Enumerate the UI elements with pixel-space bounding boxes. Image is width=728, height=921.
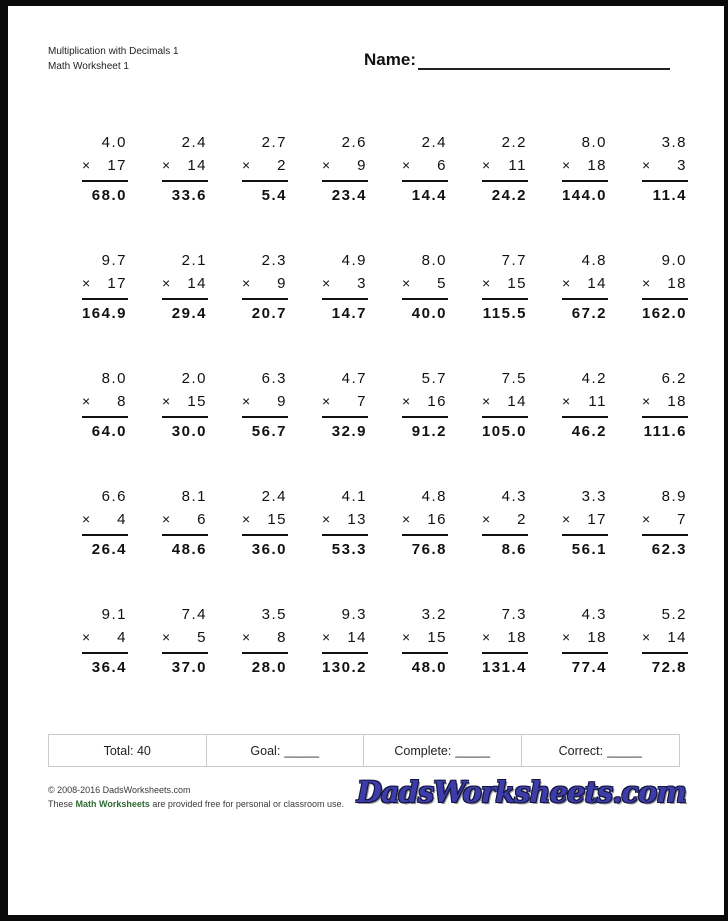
total-label: Total: 40	[103, 743, 151, 758]
problem-multiplier-row	[642, 390, 688, 416]
total-cell	[49, 735, 207, 766]
problem-multiplier: 2	[517, 511, 527, 528]
problem-multiplier: 9	[277, 275, 287, 292]
problem-operand: 7.7	[501, 252, 527, 269]
times-icon: ×	[482, 511, 491, 527]
problem-answer: 130.2	[322, 652, 368, 678]
problem-answer: 64.0	[82, 416, 128, 442]
problem-operand: 7.5	[501, 370, 527, 387]
problem-multiplier-row	[162, 154, 208, 180]
problem-operand: 6.2	[661, 370, 687, 387]
totals-bar	[48, 734, 680, 767]
multiplication-problem	[482, 604, 528, 678]
problem-multiplier: 3	[677, 157, 687, 174]
multiplication-problem	[162, 250, 208, 324]
times-icon: ×	[162, 157, 171, 173]
problem-operand: 2.7	[261, 134, 287, 151]
goal-label: Goal:	[250, 743, 281, 758]
multiplication-problem	[242, 604, 288, 678]
problem-multiplier: 15	[507, 275, 527, 292]
correct-cell	[522, 735, 680, 766]
multiplication-problem	[642, 604, 688, 678]
copyright-line2-prefix: These	[48, 799, 76, 809]
multiplication-problem	[562, 250, 608, 324]
multiplication-problem	[242, 486, 288, 560]
multiplication-problem	[562, 604, 608, 678]
problem-multiplier-row	[402, 508, 448, 534]
copyright-line2	[48, 797, 344, 811]
problem-multiplier: 15	[267, 511, 287, 528]
problem-operand: 9.1	[101, 606, 127, 623]
multiplication-problem	[82, 132, 128, 206]
problem-multiplier: 14	[187, 157, 207, 174]
multiplication-problem	[322, 368, 368, 442]
problem-answer: 14.4	[402, 180, 448, 206]
times-icon: ×	[402, 157, 411, 173]
problem-operand: 3.5	[261, 606, 287, 623]
problem-answer: 162.0	[642, 298, 688, 324]
times-icon: ×	[82, 629, 91, 645]
times-icon: ×	[402, 275, 411, 291]
multiplication-problem	[82, 604, 128, 678]
problem-multiplier-row	[322, 154, 368, 180]
problem-multiplier-row	[82, 272, 128, 298]
problem-multiplier-row	[242, 154, 288, 180]
problem-answer: 164.9	[82, 298, 128, 324]
problem-answer: 5.4	[242, 180, 288, 206]
problem-multiplier: 16	[427, 393, 447, 410]
times-icon: ×	[402, 629, 411, 645]
problem-multiplier: 5	[197, 629, 207, 646]
problem-multiplier-row	[82, 626, 128, 652]
problem-answer: 8.6	[482, 534, 528, 560]
problem-operand: 8.0	[581, 134, 607, 151]
times-icon: ×	[321, 629, 331, 645]
multiplication-problem	[482, 368, 528, 442]
problem-multiplier-row	[562, 626, 608, 652]
problem-multiplier: 14	[347, 629, 367, 646]
worksheet-titles	[48, 44, 179, 74]
problem-multiplier-row	[482, 508, 528, 534]
worksheet-footer	[48, 775, 688, 811]
problem-answer: 72.8	[642, 652, 688, 678]
problem-multiplier-row	[322, 626, 368, 652]
times-icon: ×	[642, 511, 651, 527]
problem-multiplier: 16	[427, 511, 447, 528]
times-icon: ×	[562, 393, 571, 409]
times-icon: ×	[82, 511, 91, 527]
times-icon: ×	[162, 629, 171, 645]
problem-operand: 8.9	[661, 488, 687, 505]
problem-multiplier-row	[562, 390, 608, 416]
problem-answer: 67.2	[562, 298, 608, 324]
problem-answer: 131.4	[482, 652, 528, 678]
problem-answer: 32.9	[322, 416, 368, 442]
math-worksheets-link: Math Worksheets	[75, 799, 150, 809]
times-icon: ×	[242, 629, 251, 645]
copyright-line2-suffix: are provided free for personal or classroom use.	[149, 799, 344, 809]
problem-multiplier: 4	[117, 629, 127, 646]
multiplication-problem	[482, 486, 528, 560]
problem-multiplier: 15	[187, 393, 207, 410]
problem-multiplier: 14	[667, 629, 687, 646]
problem-operand: 2.0	[181, 370, 207, 387]
problem-answer: 36.4	[82, 652, 128, 678]
times-icon: ×	[242, 511, 251, 527]
problem-multiplier: 11	[588, 393, 607, 410]
problem-answer: 68.0	[82, 180, 128, 206]
problem-multiplier-row	[82, 508, 128, 534]
copyright-block	[48, 779, 344, 811]
problem-operand: 4.1	[341, 488, 367, 505]
problem-multiplier-row	[162, 390, 208, 416]
times-icon: ×	[322, 393, 331, 409]
problem-multiplier: 18	[667, 393, 687, 410]
worksheet-content	[8, 44, 724, 811]
problem-operand: 4.7	[341, 370, 367, 387]
problem-multiplier-row	[322, 390, 368, 416]
problem-operand: 8.1	[181, 488, 207, 505]
multiplication-problem	[482, 250, 528, 324]
problem-operand: 2.6	[341, 134, 367, 151]
problem-answer: 46.2	[562, 416, 608, 442]
problem-answer: 40.0	[402, 298, 448, 324]
problem-multiplier-row	[322, 272, 368, 298]
problem-multiplier: 14	[587, 275, 607, 292]
problem-answer: 77.4	[562, 652, 608, 678]
problem-multiplier: 14	[187, 275, 207, 292]
problem-operand: 4.3	[501, 488, 527, 505]
problem-multiplier: 18	[587, 157, 607, 174]
problem-operand: 5.2	[661, 606, 687, 623]
problem-operand: 6.6	[101, 488, 127, 505]
complete-label: Complete:	[394, 743, 452, 758]
problem-answer: 62.3	[642, 534, 688, 560]
problem-operand: 2.4	[421, 134, 447, 151]
problem-operand: 4.0	[101, 134, 127, 151]
problem-answer: 29.4	[162, 298, 208, 324]
complete-cell	[364, 735, 522, 766]
problem-answer: 24.2	[482, 180, 528, 206]
problem-operand: 3.2	[421, 606, 447, 623]
problem-answer: 56.7	[242, 416, 288, 442]
problem-answer: 105.0	[482, 416, 528, 442]
problem-multiplier: 7	[677, 511, 687, 528]
multiplication-problem	[642, 132, 688, 206]
problem-operand: 4.2	[581, 370, 607, 387]
name-block	[364, 50, 670, 70]
problem-multiplier-row	[162, 272, 208, 298]
problem-answer: 53.3	[322, 534, 368, 560]
multiplication-problem	[402, 368, 448, 442]
name-label: Name:	[364, 50, 416, 69]
problem-multiplier: 9	[357, 157, 367, 174]
problem-operand: 2.4	[261, 488, 287, 505]
multiplication-problem	[402, 250, 448, 324]
times-icon: ×	[162, 511, 171, 527]
problem-answer: 76.8	[402, 534, 448, 560]
times-icon: ×	[322, 511, 331, 527]
times-icon: ×	[642, 393, 651, 409]
problem-multiplier-row	[162, 626, 208, 652]
problem-operand: 4.3	[581, 606, 607, 623]
problem-multiplier: 6	[437, 157, 447, 174]
multiplication-problem	[402, 132, 448, 206]
problem-answer: 115.5	[482, 298, 528, 324]
multiplication-problem	[322, 132, 368, 206]
multiplication-problem	[82, 368, 128, 442]
problem-multiplier-row	[242, 508, 288, 534]
times-icon: ×	[482, 275, 491, 291]
problem-multiplier: 2	[277, 157, 287, 174]
times-icon: ×	[322, 275, 331, 291]
complete-blank: _____	[455, 743, 491, 758]
multiplication-problem	[642, 486, 688, 560]
problem-multiplier: 17	[107, 157, 127, 174]
problem-operand: 2.1	[181, 252, 207, 269]
times-icon: ×	[481, 393, 491, 409]
goal-cell	[207, 735, 365, 766]
problem-operand: 2.3	[261, 252, 287, 269]
problem-multiplier: 3	[357, 275, 367, 292]
problem-operand: 9.7	[101, 252, 127, 269]
problem-multiplier-row	[402, 390, 448, 416]
copyright-line1: © 2008-2016 DadsWorksheets.com	[48, 785, 191, 795]
goal-blank: _____	[284, 743, 320, 758]
problem-multiplier-row	[642, 626, 688, 652]
problem-operand: 6.3	[261, 370, 287, 387]
times-icon: ×	[322, 157, 331, 173]
multiplication-problem	[322, 486, 368, 560]
correct-blank: _____	[607, 743, 642, 758]
problem-operand: 3.3	[581, 488, 607, 505]
problem-multiplier: 8	[117, 393, 127, 410]
problem-operand: 4.9	[341, 252, 367, 269]
problem-multiplier-row	[162, 508, 208, 534]
multiplication-problem	[82, 486, 128, 560]
dadsworksheets-logo: DadsWorksheets.com	[356, 775, 686, 809]
problem-multiplier: 4	[117, 511, 127, 528]
problem-multiplier-row	[642, 154, 688, 180]
multiplication-problem	[162, 604, 208, 678]
problem-answer: 91.2	[402, 416, 448, 442]
times-icon: ×	[642, 157, 651, 173]
problem-multiplier: 7	[357, 393, 367, 410]
problem-operand: 8.0	[421, 252, 447, 269]
problem-answer: 33.6	[162, 180, 208, 206]
problem-multiplier: 8	[277, 629, 287, 646]
problem-multiplier-row	[242, 626, 288, 652]
problem-multiplier-row	[322, 508, 368, 534]
times-icon: ×	[162, 393, 171, 409]
problem-multiplier-row	[482, 626, 528, 652]
problem-operand: 2.2	[501, 134, 527, 151]
problem-multiplier-row	[402, 272, 448, 298]
multiplication-problem	[322, 250, 368, 324]
problem-answer: 28.0	[242, 652, 288, 678]
problem-operand: 5.7	[421, 370, 447, 387]
times-icon: ×	[242, 157, 251, 173]
problem-operand: 7.3	[501, 606, 527, 623]
problem-operand: 9.0	[661, 252, 687, 269]
problem-multiplier-row	[82, 390, 128, 416]
times-icon: ×	[561, 157, 571, 173]
times-icon: ×	[641, 275, 651, 291]
multiplication-problem	[562, 486, 608, 560]
problem-operand: 4.8	[581, 252, 607, 269]
times-icon: ×	[562, 629, 571, 645]
problem-multiplier: 14	[507, 393, 527, 410]
problem-multiplier-row	[242, 272, 288, 298]
times-icon: ×	[562, 511, 571, 527]
multiplication-problem	[242, 132, 288, 206]
multiplication-problem	[562, 368, 608, 442]
problem-answer: 26.4	[82, 534, 128, 560]
times-icon: ×	[242, 275, 251, 291]
times-icon: ×	[82, 157, 91, 173]
times-icon: ×	[642, 629, 651, 645]
problem-multiplier-row	[562, 508, 608, 534]
problem-multiplier-row	[482, 390, 528, 416]
times-icon: ×	[481, 629, 491, 645]
problem-answer: 56.1	[562, 534, 608, 560]
problem-operand: 4.8	[421, 488, 447, 505]
multiplication-problem	[322, 604, 368, 678]
problem-answer: 48.6	[162, 534, 208, 560]
problem-multiplier-row	[642, 272, 688, 298]
times-icon: ×	[482, 157, 491, 173]
problem-multiplier-row	[482, 154, 528, 180]
multiplication-problem	[162, 486, 208, 560]
times-icon: ×	[402, 393, 411, 409]
times-icon: ×	[81, 275, 91, 291]
problem-multiplier: 13	[347, 511, 367, 528]
problem-answer: 20.7	[242, 298, 288, 324]
problem-multiplier: 18	[667, 275, 687, 292]
problem-multiplier-row	[562, 272, 608, 298]
problem-multiplier: 18	[587, 629, 607, 646]
multiplication-problem	[402, 604, 448, 678]
problem-answer: 144.0	[562, 180, 608, 206]
multiplication-problem	[402, 486, 448, 560]
problems-grid	[48, 132, 688, 678]
problem-multiplier-row	[402, 154, 448, 180]
multiplication-problem	[642, 368, 688, 442]
multiplication-problem	[242, 250, 288, 324]
problem-answer: 36.0	[242, 534, 288, 560]
times-icon: ×	[562, 275, 571, 291]
problem-multiplier: 9	[277, 393, 287, 410]
multiplication-problem	[162, 368, 208, 442]
problem-multiplier: 5	[437, 275, 447, 292]
problem-multiplier: 11	[508, 157, 527, 174]
problem-multiplier-row	[242, 390, 288, 416]
multiplication-problem	[562, 132, 608, 206]
problem-multiplier-row	[642, 508, 688, 534]
multiplication-problem	[242, 368, 288, 442]
times-icon: ×	[402, 511, 411, 527]
problem-answer: 111.6	[642, 416, 688, 442]
multiplication-problem	[642, 250, 688, 324]
worksheet-header	[48, 44, 688, 74]
problem-multiplier-row	[562, 154, 608, 180]
times-icon: ×	[82, 393, 91, 409]
problem-operand: 9.3	[341, 606, 367, 623]
problem-answer: 11.4	[642, 180, 688, 206]
correct-label: Correct:	[558, 743, 604, 758]
problem-multiplier-row	[482, 272, 528, 298]
multiplication-problem	[482, 132, 528, 206]
problem-answer: 37.0	[162, 652, 208, 678]
problem-multiplier: 18	[507, 629, 527, 646]
multiplication-problem	[162, 132, 208, 206]
times-icon: ×	[242, 393, 251, 409]
problem-multiplier-row	[82, 154, 128, 180]
name-blank-line	[418, 50, 670, 70]
problem-answer: 23.4	[322, 180, 368, 206]
times-icon: ×	[162, 275, 171, 291]
multiplication-problem	[82, 250, 128, 324]
problem-answer: 14.7	[322, 298, 368, 324]
problem-operand: 8.0	[101, 370, 127, 387]
problem-multiplier: 15	[427, 629, 447, 646]
worksheet-title: Multiplication with Decimals 1	[48, 46, 179, 57]
problem-answer: 48.0	[402, 652, 448, 678]
problem-operand: 2.4	[181, 134, 207, 151]
problem-operand: 3.8	[661, 134, 687, 151]
problem-multiplier-row	[402, 626, 448, 652]
problem-multiplier: 6	[197, 511, 207, 528]
problem-answer: 30.0	[162, 416, 208, 442]
problem-operand: 7.4	[181, 606, 207, 623]
worksheet-subtitle: Math Worksheet 1	[48, 61, 129, 72]
problem-multiplier: 17	[107, 275, 127, 292]
problem-multiplier: 17	[587, 511, 607, 528]
